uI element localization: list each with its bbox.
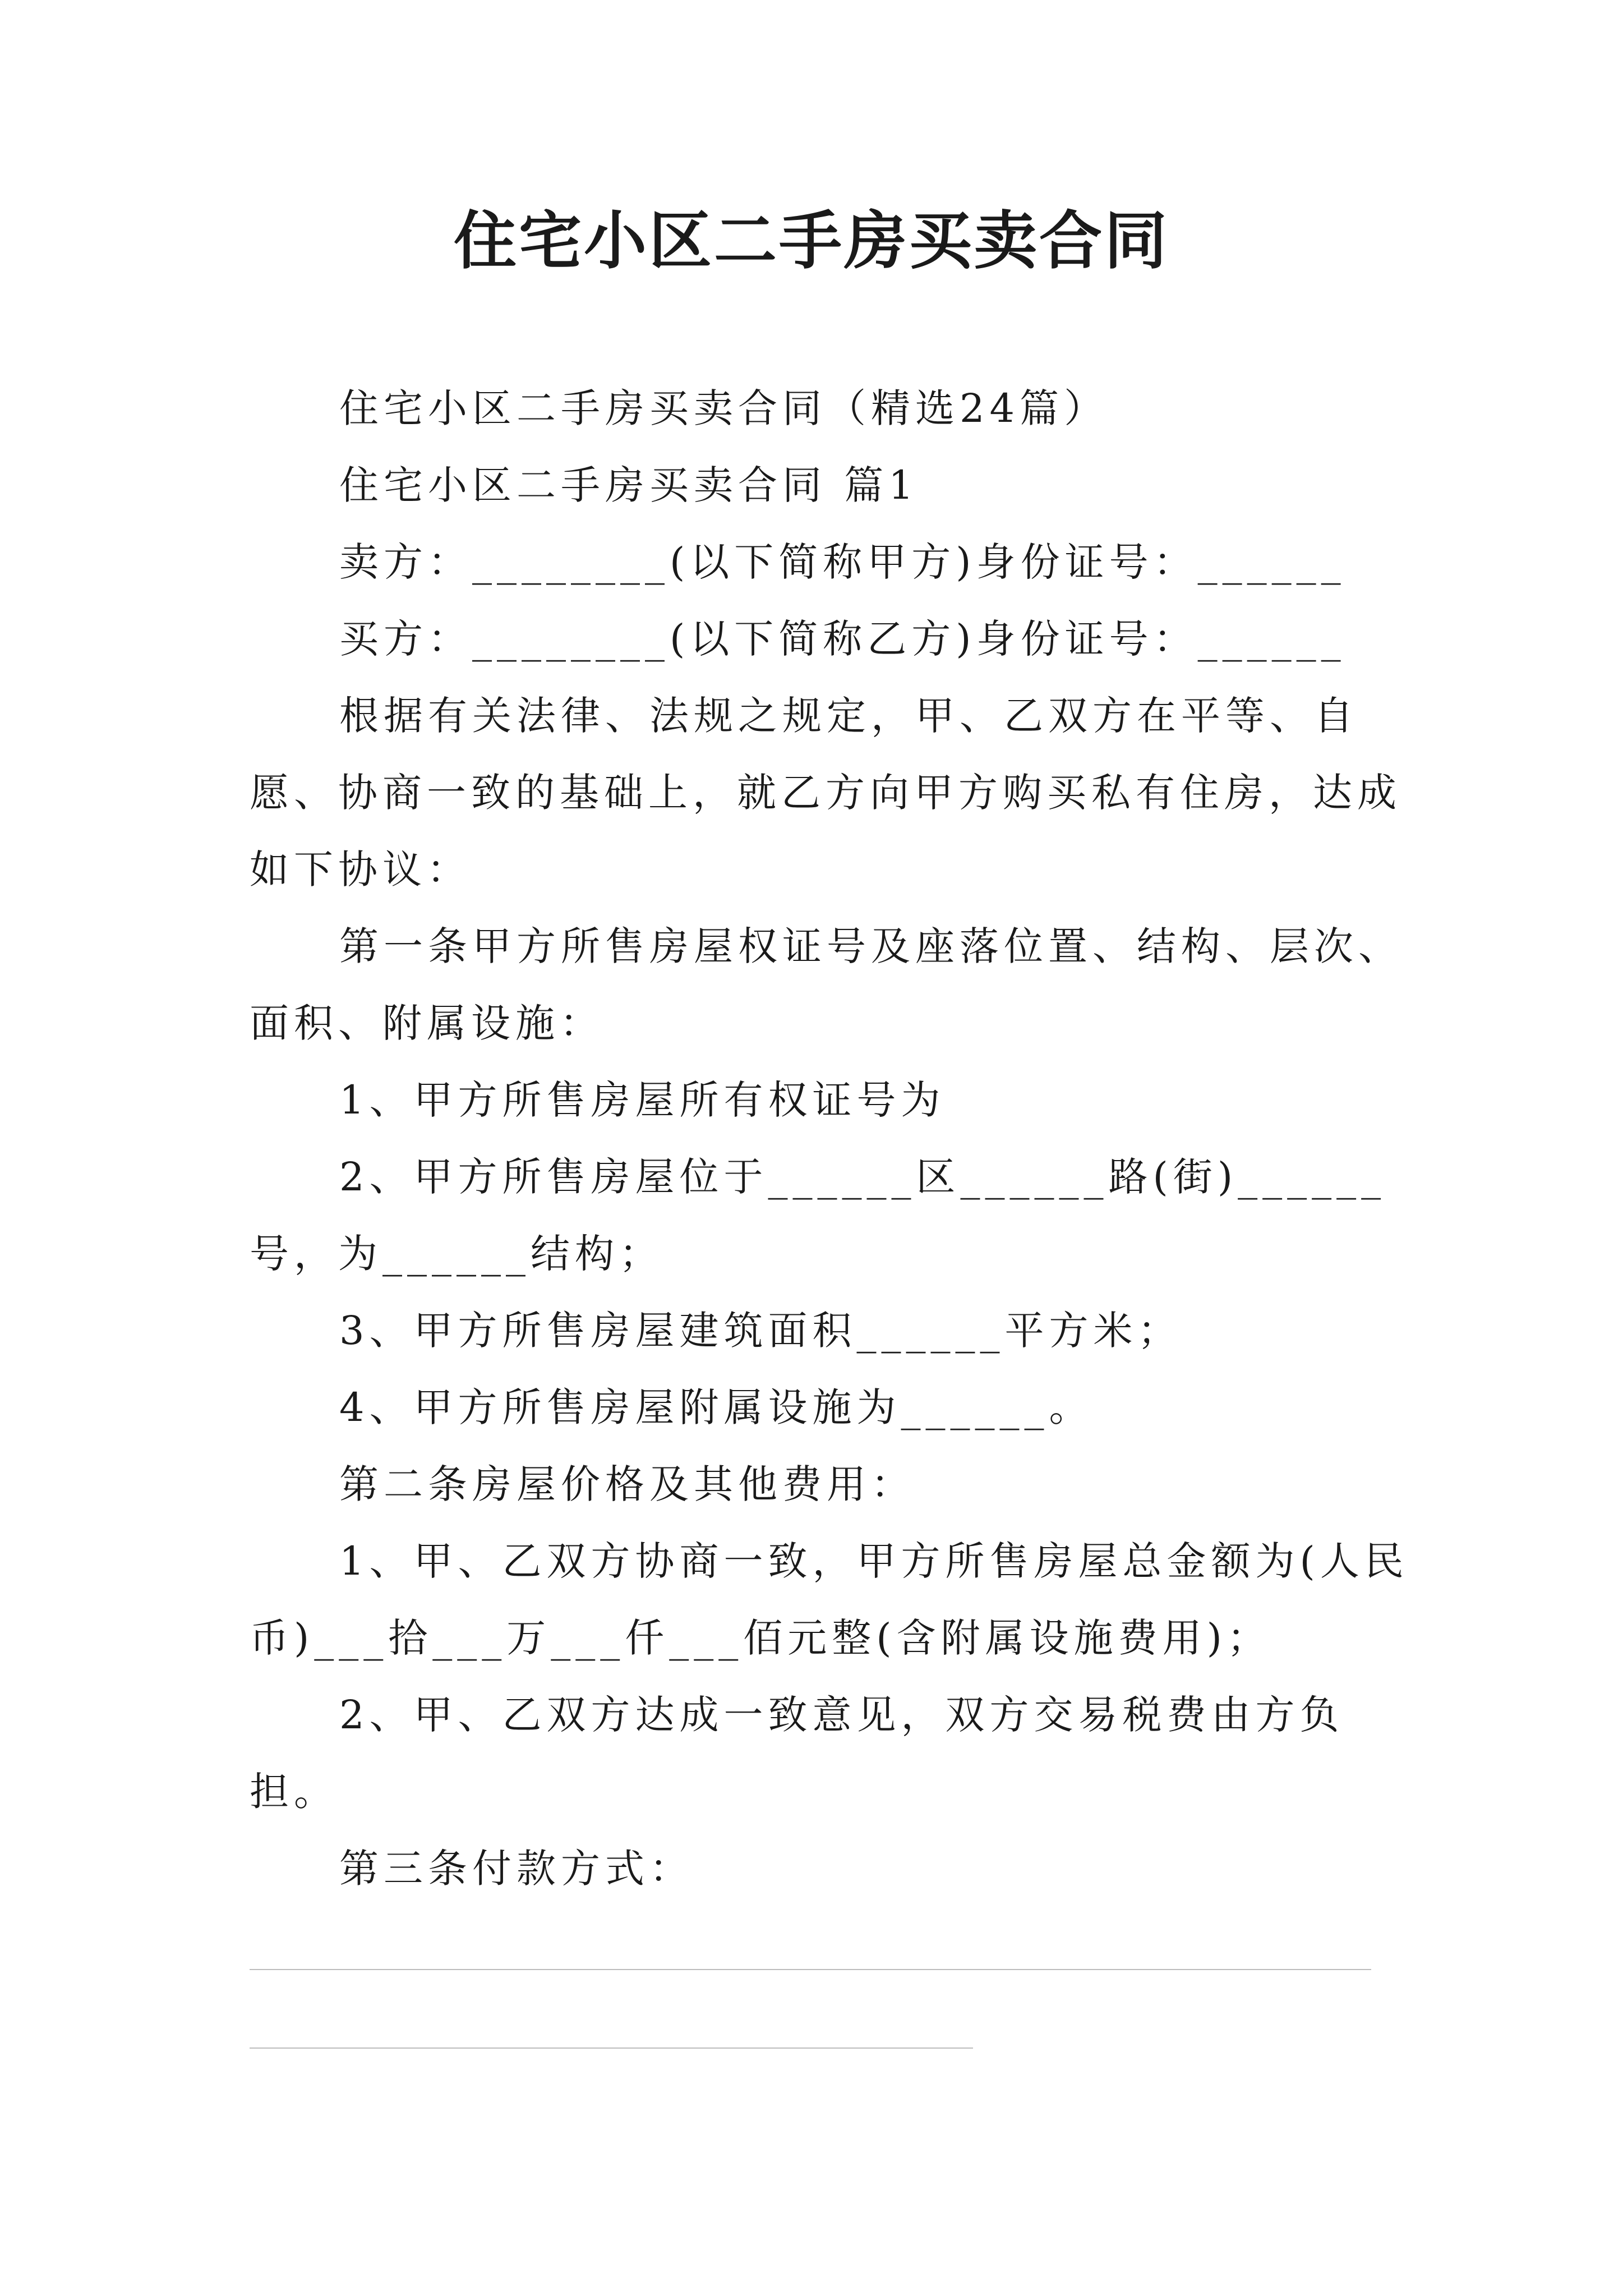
paragraph-seller: 卖方：________(以下简称甲方)身份证号：______ bbox=[339, 539, 1346, 585]
paragraph-subtitle: 住宅小区二手房买卖合同（精选24篇） bbox=[339, 385, 1109, 431]
paragraph-article-2-item-1: 1、甲、乙双方协商一致，甲方所售房屋总金额为(人民币)___拾___万___仟___佰元整(含附属设施费用)； bbox=[250, 1538, 1409, 1661]
paragraph-article-2: 第二条房屋价格及其他费用： bbox=[339, 1461, 915, 1507]
paragraph-preamble: 根据有关法律、法规之规定，甲、乙双方在平等、自愿、协商一致的基础上，就乙方向甲方购买私有住房，达成如下协议： bbox=[250, 693, 1401, 892]
document-body bbox=[250, 370, 1410, 1907]
paragraph-article-1: 第一条甲方所售房屋权证号及座落位置、结构、层次、面积、附属设施： bbox=[250, 923, 1403, 1046]
paragraph-buyer: 买方：________(以下简称乙方)身份证号：______ bbox=[339, 616, 1346, 662]
paragraph-article-3: 第三条付款方式： bbox=[339, 1846, 694, 1892]
paragraph-article-2-item-2: 2、甲、乙双方达成一致意见，双方交易税费由方负担。 bbox=[250, 1692, 1344, 1815]
paragraph-article-1-item-1: 1、甲方所售房屋所有权证号为 bbox=[339, 1077, 946, 1123]
document-title: 住宅小区二手房买卖合同 bbox=[454, 205, 1169, 278]
footer-divider-line bbox=[250, 1969, 1371, 1970]
footer-divider-line-short bbox=[250, 2047, 973, 2049]
paragraph-section-heading: 住宅小区二手房买卖合同 篇1 bbox=[339, 462, 919, 508]
paragraph-article-1-item-2: 2、甲方所售房屋位于______区______路(街)______号，为______结构； bbox=[250, 1154, 1386, 1277]
paragraph-article-1-item-4: 4、甲方所售房屋附属设施为______。 bbox=[339, 1384, 1094, 1430]
paragraph-article-1-item-3: 3、甲方所售房屋建筑面积______平方米； bbox=[339, 1308, 1182, 1354]
